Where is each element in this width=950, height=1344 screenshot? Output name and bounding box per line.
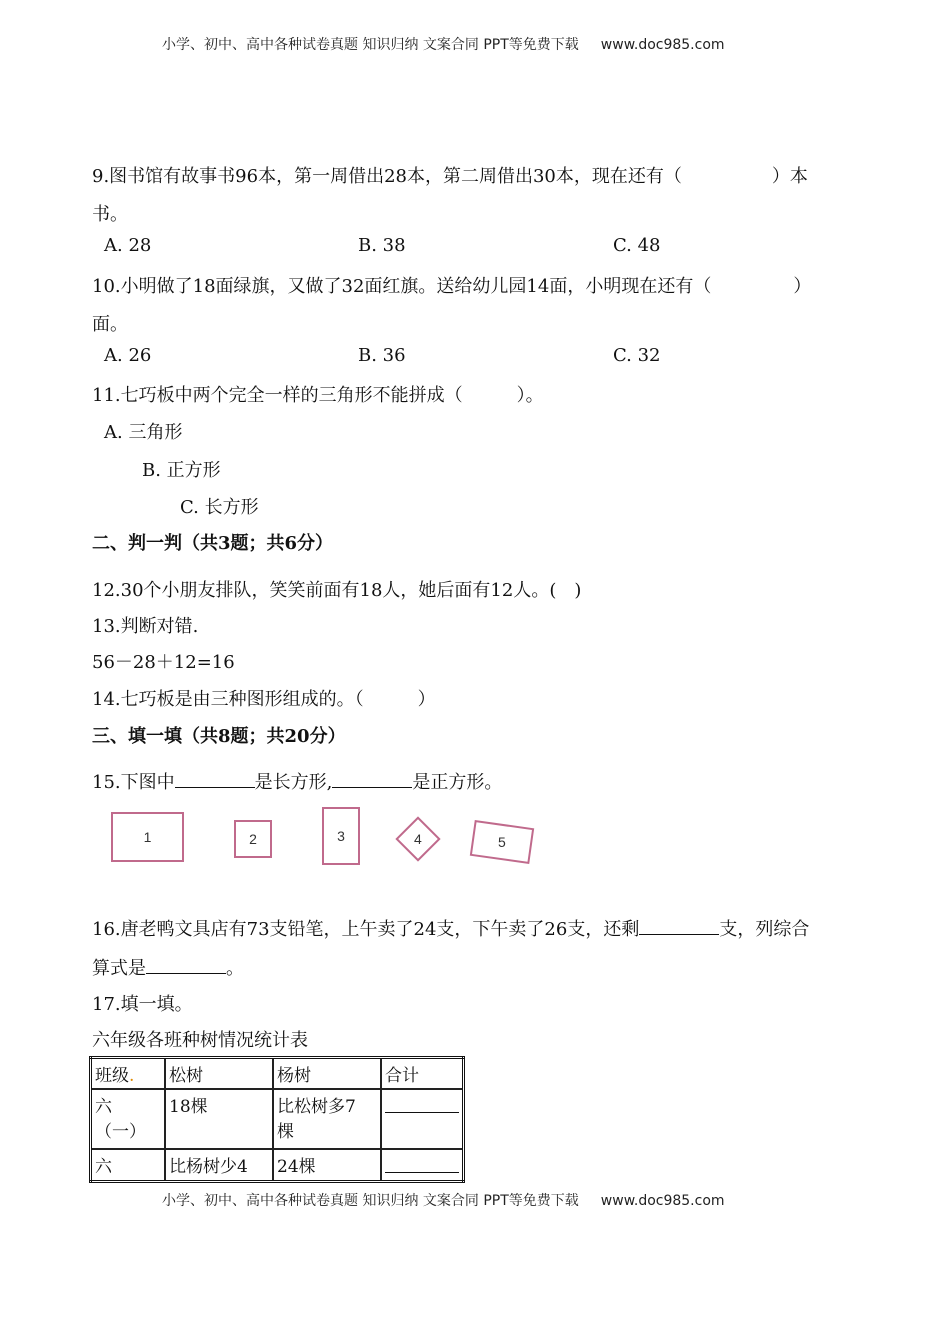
q11-option-b: B. 正方形	[142, 460, 221, 481]
table-header-row	[91, 1058, 464, 1090]
page-footer	[162, 1190, 725, 1210]
q16-stem-d: 。	[226, 958, 244, 979]
q13-expr: 56－28＋12=16	[92, 652, 235, 673]
q15-stem	[92, 768, 502, 794]
row1-pine: 18棵	[165, 1089, 273, 1149]
table-row	[91, 1149, 464, 1182]
q16-stem-c: 算式是	[92, 958, 146, 979]
q16-stem-line1	[92, 915, 809, 941]
footer-text: 小学、初中、高中各种试卷真题 知识归纳 文案合同 PPT等免费下载	[162, 1193, 579, 1209]
q17-stem: 17.填一填。	[92, 994, 193, 1015]
header-text: 小学、初中、高中各种试卷真题 知识归纳 文案合同 PPT等免费下载	[162, 37, 579, 53]
header-poplar: 杨树	[273, 1058, 381, 1090]
q9-option-a: A. 28	[104, 235, 152, 256]
q15-blank-2[interactable]	[332, 769, 412, 788]
q15-blank-1[interactable]	[175, 769, 255, 788]
q9-stem-b: ）本	[771, 166, 808, 187]
row2-total[interactable]	[381, 1149, 464, 1182]
q16-stem-a: 16.唐老鸭文具店有73支铅笔，上午卖了24支，下午卖了26支，还剩	[92, 919, 640, 940]
q9-stem-c: 书。	[92, 204, 128, 225]
footer-url: www.doc985.com	[600, 1193, 725, 1209]
shape-5-rotated-rectangle: 5	[470, 820, 534, 864]
section3-title: 三、填一填（共8题；共20分）	[92, 726, 346, 747]
q15-stem-c: 是正方形。	[412, 772, 503, 793]
row1-total[interactable]	[381, 1089, 464, 1149]
q17-table-title: 六年级各班种树情况统计表	[92, 1030, 308, 1051]
q15-stem-a: 15.下图中	[92, 772, 175, 793]
q16-stem-b: 支，列综合	[719, 919, 810, 940]
q10-stem-line1	[92, 272, 811, 298]
row1-poplar: 比松树多7 棵	[273, 1089, 381, 1149]
shape-3-rectangle: 3	[322, 807, 360, 865]
q15-stem-b: 是长方形,	[254, 772, 333, 793]
tree-planting-table	[89, 1056, 465, 1183]
row2-class: 六	[91, 1149, 166, 1182]
q9-stem-a: 9.图书馆有故事书96本，第一周借出28本，第二周借出30本，现在还有（	[92, 166, 682, 187]
q9-option-b: B. 38	[358, 235, 406, 256]
q12-stem: 12.30个小朋友排队，笑笑前面有18人，她后面有12人。( )	[92, 580, 582, 601]
shape-4-rotated-square: 4	[395, 816, 440, 861]
table-row	[91, 1089, 464, 1149]
q16-blank-1[interactable]	[639, 916, 719, 935]
q10-stem-b: ）	[793, 276, 812, 297]
header-pine: 松树	[165, 1058, 273, 1090]
q10-stem-a: 10.小明做了18面绿旗，又做了32面红旗。送给幼儿园14面，小明现在还有（	[92, 276, 712, 297]
q11-stem: 11.七巧板中两个完全一样的三角形不能拼成（ ）。	[92, 385, 544, 406]
q10-option-b: B. 36	[358, 345, 406, 366]
shape-1-rectangle: 1	[111, 812, 184, 862]
q14-stem: 14.七巧板是由三种图形组成的。（ ）	[92, 689, 436, 710]
q13-stem: 13.判断对错.	[92, 616, 199, 637]
header-url: www.doc985.com	[600, 37, 725, 53]
q10-option-a: A. 26	[104, 345, 152, 366]
q11-option-c: C. 长方形	[180, 497, 259, 518]
row2-pine: 比杨树少4	[165, 1149, 273, 1182]
section2-title: 二、判一判（共3题；共6分）	[92, 533, 334, 554]
q9-stem-line1	[92, 162, 808, 188]
q16-stem-line2	[92, 954, 244, 980]
q10-option-c: C. 32	[613, 345, 661, 366]
row2-poplar: 24棵	[273, 1149, 381, 1182]
page-header	[162, 34, 725, 54]
q16-blank-2[interactable]	[146, 955, 226, 974]
q11-option-a: A. 三角形	[104, 422, 183, 443]
shape-2-square: 2	[234, 820, 272, 858]
q9-option-c: C. 48	[613, 235, 661, 256]
q10-stem-c: 面。	[92, 314, 128, 335]
header-total: 合计	[381, 1058, 464, 1090]
header-class: 班级.	[91, 1058, 166, 1090]
row1-class: 六 （一）	[91, 1089, 166, 1149]
